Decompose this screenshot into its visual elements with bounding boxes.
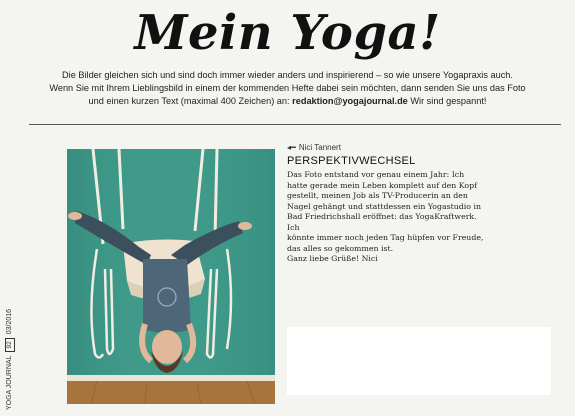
magazine-spine [4, 308, 16, 410]
reader-article [287, 142, 552, 265]
intro-line-3-post: Wir sind gespannt! [410, 96, 487, 106]
right-foot [238, 222, 252, 230]
article-line: hatte gerade mein Leben komplett auf den Kopf [287, 180, 477, 190]
arrow-left-icon: ◂━ [287, 143, 296, 152]
article-line: das alles so gekommen ist. [287, 243, 394, 253]
baseboard [67, 375, 275, 381]
spine-page-number: 92 [5, 338, 15, 351]
intro-line-2: Wenn Sie mit Ihrem Lieblingsbild in einem der kommenden Hefte dabei sein möchten, dann senden Sie uns das Foto [49, 83, 526, 93]
shirt [143, 259, 191, 333]
email-link[interactable]: redaktion@yogajournal.de [292, 96, 408, 106]
intro-line-1: Die Bilder gleichen sich und sind doch immer wieder anders und inspirierend – so wie unsere Yogapraxis auch. [62, 70, 513, 80]
photo-credit [287, 142, 552, 153]
article-signoff: Ganz liebe Grüße! Nici [287, 254, 378, 263]
intro-text [30, 69, 545, 108]
head [152, 330, 182, 364]
credit-name: Nici Tannert [298, 143, 341, 152]
article-line: Bad Friedrichshall eröffnet: das YogaKraftwerk. Ich [287, 212, 477, 232]
yoga-photo-illustration [67, 149, 275, 404]
wooden-floor [67, 381, 275, 404]
left-foot [68, 212, 82, 220]
article-title: PERSPEKTIVWECHSEL [287, 155, 416, 167]
headline: Mein Yoga! [134, 5, 441, 61]
blank-white-box [287, 327, 551, 395]
article-line: Nagel gehängt und stattdessen ein Yogastudio in [287, 201, 481, 211]
yoga-photo [67, 149, 275, 404]
section-divider [29, 124, 561, 125]
article-line: gestellt, meinen Job als TV-Producerin an den [287, 191, 468, 200]
article-line: Das Foto entstand vor genau einem Jahr: Ich [287, 170, 465, 179]
article-line: könnte immer noch jeden Tag hüpfen vor Freude, [287, 233, 484, 242]
spine-issue: 03/2016 [6, 308, 13, 335]
intro-line-3 [30, 95, 545, 108]
spine-magazine-name: YOGA JOURNAL [6, 355, 13, 410]
article-body [287, 170, 487, 265]
intro-line-3-pre: und einen kurzen Text (maximal 400 Zeichen) an: [88, 96, 290, 106]
